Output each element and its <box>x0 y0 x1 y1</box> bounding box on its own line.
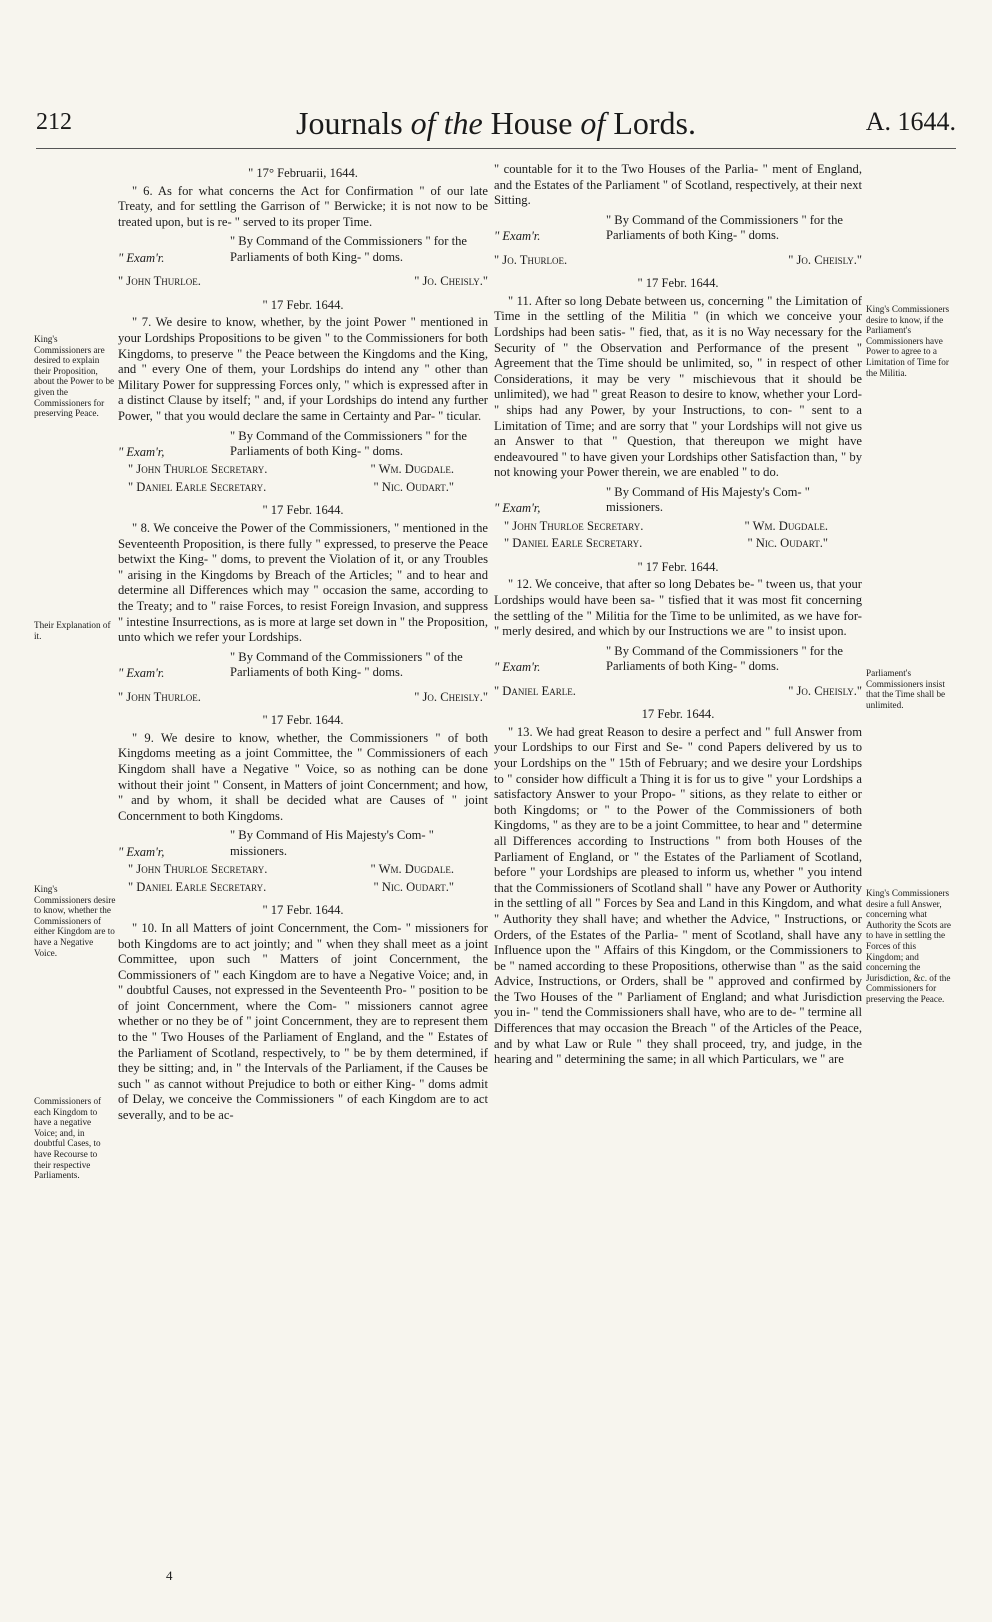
signatory: " Jo. Cheisly." <box>414 689 488 704</box>
entry <box>494 276 862 552</box>
title-word: House <box>490 105 573 141</box>
entry <box>494 707 862 1068</box>
signatories <box>494 519 862 535</box>
signature-block <box>494 644 862 699</box>
entry <box>494 162 862 268</box>
command-line: " By Command of the Commissioners " for the Parliaments of both King- " doms. <box>606 643 843 674</box>
signature-block <box>118 429 488 496</box>
signature-block <box>118 650 488 705</box>
entry-text: " countable for it to the Two Houses of the Parlia- " ment of England, and the Estates of the Parliament " of Scotland, respectively, at their next Sitting. <box>494 162 862 208</box>
signature-block <box>494 213 862 268</box>
signature-block <box>494 485 862 552</box>
entry-date: " 17 Febr. 1644. <box>262 503 344 518</box>
entry <box>494 560 862 699</box>
signatory: " Nic. Oudart." <box>747 536 828 551</box>
command-line: " By Command of the Commissioners " for the Parliaments of both King- " doms. <box>230 234 467 264</box>
entry-date: 17 Febr. 1644. <box>641 707 715 722</box>
title-word: of <box>580 105 606 141</box>
signatory: " Nic. Oudart." <box>373 479 454 494</box>
entry-date: " 17 Febr. 1644. <box>637 559 719 574</box>
entry-text: " 12. We conceive, that after so long Debates be- " tween us, that your Lordships would have been sa- " tisfied that it was most fit concerning the settling of the " Militia for the Time to be unlimited, as we have for- " merly desired, and which by our Instructions we are " to insist upon. <box>494 577 862 639</box>
entry-date: " 17 Febr. 1644. <box>262 903 344 918</box>
entry-text: " 9. We desire to know, whether, the Commissioners " of both Kingdoms meeting as a joint Committee, the " Commissioners of each Kingdom shall have a Negative " Voice, so as nothing can be done without their joint " Consent, in Matters of joint Concernment; and how, " and by whom, it shall be decided what are Causes of " joint Concernment to both Kingdoms. <box>118 730 488 823</box>
entry-text: " 13. We had great Reason to desire a perfect and " full Answer from your Lordships to our First and Se- " cond Papers delivered by us to your Lordships on the " 15th of February; and we desire your Lordships to " consider how difficult a Thing it is for us to give " your Lordships a satisfactory Answer to your Propo- " sitions, as they relate to either or both Kingdoms; or " to the Power of the Commissioners of both Kingdoms, " as they are to be a joint Committee, to hear and " determine all Differences according to Instructions " from both Houses of the Parliament of England, or " the Estates of the Parliament of Scotland, before " your Lordships are pleased to inform us, whether " you intend that the Commissioners of Scotland shall " have any Power or Authority in the settling of all " Forces by Sea and Land in this Kingdom, and what " Authority they shall have; and whether the Advice, " Instructions, or Orders, of the Estates of the Parlia- " ment of Scotland, shall have any Influence upon the " Affairs of this Kingdom, or the Commissioners to be " named according to these Propositions, otherwise than " as the said Advice, Instructions, or Orders, shall be " approved and confirmed by the Two Houses of the " Parliament of England; and what Jurisdiction you in- " tend the Commissioners shall have, who are to de- " termine all Differences that may occasion the Breach " of the Articles of the Peace, and by what Law or Rule " they shall proceed, try, and judge, in the hearing and " determining the same; in all which Particulars, we " are <box>494 724 862 1067</box>
examiner-mark: " Exam'r, <box>118 444 165 459</box>
signatory: " John Thurloe. <box>118 689 201 704</box>
signatory: " Nic. Oudart." <box>373 879 454 894</box>
page-number: 212 <box>36 109 72 135</box>
entry-text: " 8. We conceive the Power of the Commissioners, " mentioned in the Seventeenth Proposition, is there fully " expressed, to preserve the Peace betwixt the King- " doms, to prevent the Violation of it, or any Troubles " arising in the Kingdoms by Breach of the Articles; " and to hear and determine all Differences which may " occasion the same, according to the Treaty; and to " raise Forces, to resist Foreign Invasion, and suppress " intestine Insurrections, as is more at large set down in " the Proposition, unto which we refer your Lordships. <box>118 521 488 645</box>
title-word: of <box>410 105 436 141</box>
examiner-mark: " Exam'r, <box>118 844 165 859</box>
page-year: A. 1644. <box>865 107 956 136</box>
entry-text: " 6. As for what concerns the Act for Confirmation " of our late Treaty, and for settling the Garrison of " Berwicke; it is not now to be treated upon, but is re- " served to its proper Time. <box>118 183 488 229</box>
margin-note: Parliament's Commissioners insist that the Time shall be unlimited. <box>866 668 946 710</box>
title-word: the <box>443 105 483 141</box>
signatory: " Wm. Dugdale. <box>370 862 454 877</box>
signatory: " John Thurloe. <box>118 274 201 289</box>
signatories <box>118 862 488 878</box>
right-column <box>494 162 862 1076</box>
signatory: " Wm. Dugdale. <box>744 518 828 533</box>
command-line: " By Command of the Commissioners " of the Parliaments of both King- " doms. <box>230 649 463 680</box>
margin-note: Their Explanation of it. <box>34 620 111 641</box>
signatories <box>494 253 862 269</box>
signatories <box>118 690 488 706</box>
signature-block <box>118 828 488 895</box>
header-rule <box>36 148 956 149</box>
entry-text: " 10. In all Matters of joint Concernment, the Com- " missioners for both Kingdoms are to act jointly; and " when they shall meet as a joint Committee, upon such " Matters of joint Concernment, the Commissioners of " each Kingdom are to have a Negative Voice; and, in " doubtful Causes, not expressed in the Seventeenth Pro- " position to be of joint Concernment, where the Com- " missioners cannot agree whether or no they be of " joint Concernment, they are to represent them to the " Two Houses of the Parliament of England, and the " Estates of the Parliament of Scotland, respectively, to " be by them determined, if they be sitting; and, in " the Intervals of the Parliament, if the Causes be such " as cannot without Prejudice to both or either King- " doms admit of Delay, we conceive the Commissioners " of each Kingdom are to act severally, and to be ac- <box>118 920 488 1123</box>
signatory: " Wm. Dugdale. <box>370 462 454 477</box>
signatory: " John Thurloe Secretary. <box>128 862 268 877</box>
command-line: " By Command of the Commissioners " for the Parliaments of both King- " doms. <box>230 428 467 459</box>
signatories <box>118 880 488 896</box>
entry <box>118 713 488 895</box>
entry <box>118 298 488 496</box>
signature-block <box>118 234 488 289</box>
running-title <box>36 105 956 142</box>
signatory: " Jo. Cheisly." <box>788 683 862 698</box>
margin-note: King's Commissioners desire to know, if the Parliament's Commissioners have Power to agree to a Limitation of Time for the Militia. <box>866 304 950 378</box>
entry <box>118 503 488 705</box>
examiner-mark: " Exam'r. <box>494 228 541 243</box>
signatories <box>494 684 862 700</box>
examiner-mark: " Exam'r. <box>494 660 541 674</box>
signatory: " Jo. Cheisly." <box>788 252 862 267</box>
signatory: " Daniel Earle Secretary. <box>504 536 643 551</box>
examiner-mark: " Exam'r, <box>494 501 541 516</box>
command-line: " By Command of the Commissioners " for the Parliaments of both King- " doms. <box>606 212 843 243</box>
signatory: " Daniel Earle Secretary. <box>128 879 267 894</box>
signatory: " Daniel Earle Secretary. <box>128 479 267 494</box>
entry-date: " 17 Febr. 1644. <box>262 713 344 728</box>
entry <box>118 166 488 290</box>
entry <box>118 903 488 1123</box>
signatory: " John Thurloe Secretary. <box>128 462 268 477</box>
examiner-mark: " Exam'r. <box>118 666 165 680</box>
entry-text: " 7. We desire to know, whether, by the joint Power " mentioned in your Lordships Propositions to be given " to the Commissioners for both Kingdoms, to preserve " the Peace between the Kingdoms and the King, and " every One of them, your Lordships do intend any " other than Military Power for suppressing Forces only, " which is expressed after in a distinct Clause by itself; " and, if your Lordships do intend any further Power, " that you would declare the same in Certainty and Par- " ticular. <box>118 315 488 423</box>
examiner-mark: " Exam'r. <box>118 250 165 265</box>
entry-date: " 17° Februarii, 1644. <box>248 166 358 180</box>
signatories <box>118 274 488 290</box>
signatory: " Jo. Thurloe. <box>494 252 568 267</box>
signatory: " Jo. Cheisly." <box>414 274 488 289</box>
signature-mark: 4 <box>166 1568 173 1583</box>
signatories <box>118 462 488 478</box>
title-word: Lords. <box>613 105 696 141</box>
command-line: " By Command of His Majesty's Com- " missioners. <box>230 828 434 858</box>
page-header <box>36 105 956 149</box>
entry-date: " 17 Febr. 1644. <box>262 297 344 312</box>
margin-note: King's Commissioners desire a full Answer, concerning what Authority the Scots are to have in settling the Forces of this Kingdom; and concerning the Jurisdiction, &c. of the Commissioners for preserving the Peace. <box>866 888 951 1004</box>
signatories <box>494 536 862 552</box>
margin-note: King's Commissioners are desired to explain their Proposition, about the Power to be given the Commissioners for preserving Peace. <box>34 334 115 419</box>
margin-note: Commissioners of each Kingdom to have a negative Voice; and, in doubtful Cases, to have Recourse to their respective Parliaments. <box>34 1096 102 1181</box>
signatories <box>118 480 488 496</box>
entry-date: " 17 Febr. 1644. <box>637 276 719 291</box>
command-line: " By Command of His Majesty's Com- " missioners. <box>606 484 810 515</box>
margin-note: King's Commissioners desire to know, whether the Commissioners of either Kingdom are to have a Negative Voice. <box>34 884 116 958</box>
signatory: " Daniel Earle. <box>494 683 576 698</box>
signatory: " John Thurloe Secretary. <box>504 518 644 533</box>
entry-text: " 11. After so long Debate between us, concerning " the Limitation of Time in the settling of the Militia " (in which we conceive your Lordships had been satis- " fied, that, as it is no Way necessary for the Security of " the Observation and Performance of the present " Agreement that the Time should be unlimited, so, " in respect of other Considerations, it may be very " mischievous that it should be unlimited), we had " great Reason to desire to know, whether your Lord- " ships had any Power, by your Instructions, to con- " sent to a Limitation of Time; and are sorry that " your Lordships will not give us an Answer to that " Question, that thereupon we might have endeavoured " to have given your Lordships other Satisfaction than, " by not knowing your Power therein, we are enabled " to do. <box>494 293 862 480</box>
left-column <box>118 162 488 1132</box>
title-word: Journals <box>296 105 403 141</box>
